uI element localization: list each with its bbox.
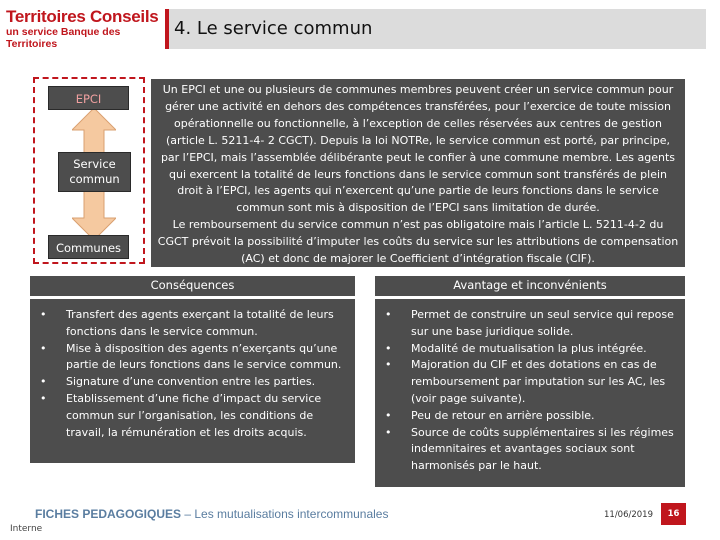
footer-brand: FICHES PEDAGOGIQUES [35,507,182,521]
advantages-list [383,307,679,475]
list-item: • Transfert des agents exerçant la totalité de leurs fonctions dans le service commun. [38,307,349,341]
description-paragraph-2: Le remboursement du service commun n’est pas obligatoire mais l’article L. 5211-4-2 du CGCT prévoit la possibilité d’imputer les coûts du service sur les attributions de compensation (AC) et donc de majorer le Coefficient d’intégration fiscale (CIF). [157,218,679,266]
list-item: • Peu de retour en arrière possible. [383,408,679,425]
logo-title: Territoires Conseils [6,7,159,26]
list-item: • Etablissement d’une fiche d’impact du service commun sur l’organisation, les conditions de travail, la rémunération et les droits acquis. [38,391,349,441]
footer-title [35,507,388,521]
list-item: • Permet de construire un seul service qui repose sur une base juridique solide. [383,307,679,341]
footer-subtitle: – Les mutualisations intercommunales [181,507,389,521]
consequences-panel [30,299,355,463]
page-number: 16 [661,503,686,525]
diagram-service-commun-box: Service commun [58,152,131,192]
list-item: • Source de coûts supplémentaires si les régimes indemnitaires et avantages sociaux sont harmonisés par le haut. [383,425,679,475]
title-accent [165,9,169,49]
advantages-header: Avantage et inconvénients [375,276,685,296]
diagram-epci-box: EPCI [48,86,129,110]
consequences-header: Conséquences [30,276,355,296]
logo-subtitle: un service Banque des Territoires [6,26,121,50]
diagram-communes-box: Communes [48,235,129,259]
list-item: • Mise à disposition des agents n’exerçants qu’une partie de leurs fonctions dans le service commun. [38,341,349,375]
brand-logo [6,8,166,50]
list-item: • Modalité de mutualisation la plus intégrée. [383,341,679,358]
description-paragraph-1: Un EPCI et une ou plusieurs de communes membres peuvent créer un service commun pour gérer une activité en dehors des compétences transférées, pour l’exercice de toute mission opérationnelle ou fonctionnelle, à l’exception de celles réservées aux centres de gestion (article L. 5211-4- 2 CGCT). Depuis la loi NOTRe, le service commun est porté, par principe, par l’EPCI, mais l’assemblée délibérante peut le confier à une commune membre. Les agents qui exercent la totalité de leurs fonctions dans le service commun sont transférés de plein droit à l’EPCI, les agents qui n’exercent qu’une partie de leurs fonctions dans le service commun sont mis à disposition de l’EPCI sans limitation de durée. [160,83,676,215]
list-item: • Signature d’une convention entre les parties. [38,374,349,391]
advantages-panel [375,299,685,487]
list-item: • Majoration du CIF et des dotations en cas de remboursement par imputation sur les AC, les (voir page suivante). [383,357,679,407]
description-panel [151,79,685,267]
consequences-list [38,307,349,441]
classification-label: Interne [10,524,43,534]
footer-date: 11/06/2019 [604,510,653,520]
page-title: 4. Le service commun [174,18,373,39]
